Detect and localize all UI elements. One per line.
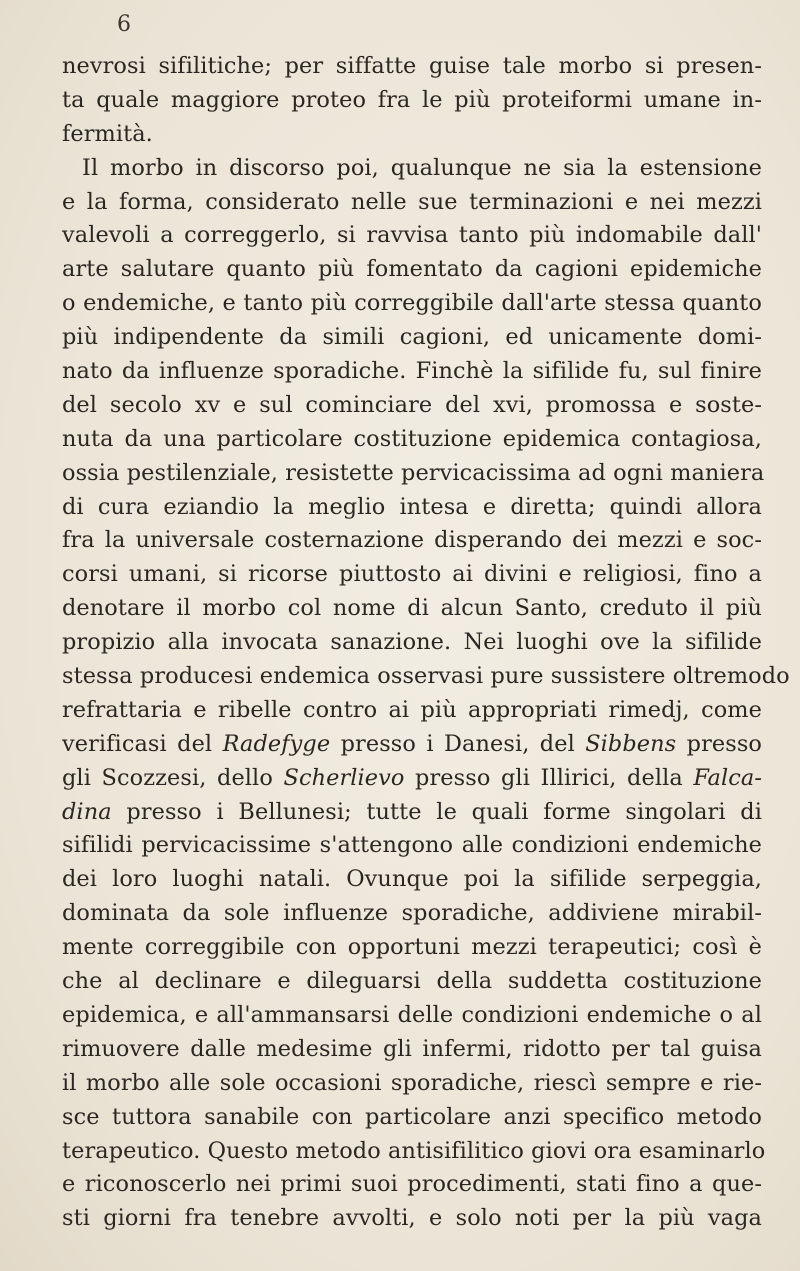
text-line: più indipendente da simili cagioni, ed unicamente domi- (62, 324, 762, 351)
page-number: 6 (117, 12, 131, 37)
italic-term: Radefyge (222, 730, 331, 757)
text-line: fermità. (62, 120, 153, 147)
text-line: sifilidi pervicacissime s'attengono alle condizioni endemiche (62, 832, 762, 859)
text-line: propizio alla invocata sanazione. Nei luoghi ove la sifilide (62, 629, 762, 656)
text-line: di cura eziandio la meglio intesa e diretta; quindi allora (62, 493, 762, 520)
text-line: corsi umani, si ricorse piuttosto ai divini e religiosi, fino a (62, 561, 762, 588)
text-line: e riconoscerlo nei primi suoi procedimenti, stati fino a que- (62, 1171, 762, 1198)
text-line: ossia pestilenziale, resistette pervicacissima ad ogni maniera (62, 459, 765, 486)
text-line: fra la universale costernazione disperando dei mezzi e soc- (62, 527, 762, 554)
text-line: dei loro luoghi natali. Ovunque poi la sifilide serpeggia, (62, 866, 762, 893)
text-line: epidemica, e all'ammansarsi delle condizioni endemiche o al (62, 1001, 762, 1028)
body-text (62, 50, 790, 1236)
text-line: e la forma, considerato nelle sue terminazioni e nei mezzi (62, 188, 762, 215)
text-line: dominata da sole influenze sporadiche, addiviene mirabil- (62, 900, 762, 927)
text-line (62, 728, 762, 762)
italic-term: Falca- (693, 764, 762, 791)
italic-term: Scherlievo (283, 764, 405, 791)
text-line: rimuovere dalle medesime gli infermi, ridotto per tal guisa (62, 1035, 762, 1062)
text-line: nuta da una particolare costituzione epidemica contagiosa, (62, 425, 762, 452)
text-line: arte salutare quanto più fomentato da cagioni epidemiche (62, 256, 762, 283)
italic-term: dina (62, 798, 112, 825)
text-line: stessa producesi endemica osservasi pure sussistere oltremodo (62, 663, 790, 690)
text-line: Il morbo in discorso poi, qualunque ne sia la estensione (82, 154, 762, 181)
text-line: denotare il morbo col nome di alcun Santo, creduto il più (62, 595, 762, 622)
text-segment: presso i Bellunesi; tutte le quali forme singolari di (111, 798, 762, 825)
text-line (62, 762, 762, 796)
text-segment: gli Scozzesi, dello (62, 764, 284, 791)
text-line: che al declinare e dileguarsi della suddetta costituzione (62, 968, 762, 995)
text-line: mente correggibile con opportuni mezzi terapeutici; così è (62, 934, 762, 961)
text-line: nevrosi sifilitiche; per siffatte guise tale morbo si presen- (62, 53, 762, 79)
text-line: terapeutico. Questo metodo antisifilitico giovi ora esaminarlo (62, 1137, 766, 1164)
text-line: o endemiche, e tanto più correggibile dall'arte stessa quanto (62, 290, 762, 317)
text-segment: presso (676, 730, 762, 757)
text-line: refrattaria e ribelle contro ai più appropriati rimedj, come (62, 696, 762, 723)
text-segment: presso gli Illirici, della (404, 764, 694, 791)
text-segment: presso i Danesi, del (330, 730, 586, 757)
text-line: nato da influenze sporadiche. Finchè la sifilide fu, sul finire (62, 358, 762, 385)
text-line: del secolo xv e sul cominciare del xvi, promossa e soste- (62, 391, 762, 418)
text-line: ta quale maggiore proteo fra le più proteiformi umane in- (62, 86, 762, 113)
text-line: il morbo alle sole occasioni sporadiche, riescì sempre e rie- (62, 1069, 762, 1096)
text-line (62, 796, 762, 830)
italic-term: Sibbens (585, 730, 677, 757)
text-line: sce tuttora sanabile con particolare anzi specifico metodo (62, 1103, 762, 1130)
text-segment: verificasi del (62, 730, 223, 757)
text-line: sti giorni fra tenebre avvolti, e solo noti per la più vaga (62, 1205, 762, 1232)
text-line: valevoli a correggerlo, si ravvisa tanto più indomabile dall' (62, 222, 762, 249)
